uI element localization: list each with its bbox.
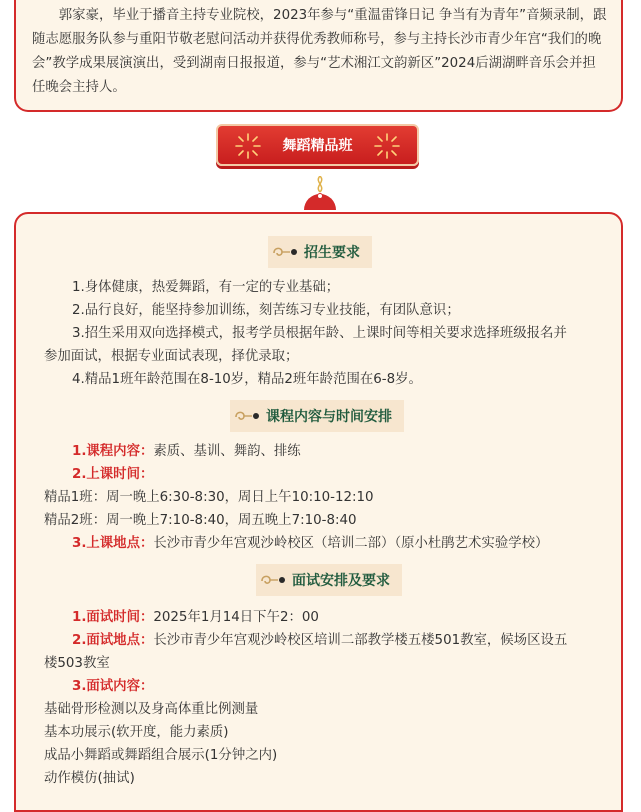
hanging-ornament-icon	[300, 176, 340, 216]
firework-icon	[373, 132, 401, 160]
interview-content-item: 基本功展示(软开度，能力素质)	[44, 725, 229, 740]
intro-card	[14, 0, 623, 112]
interview-place-value: 长沙市青少年宫观沙岭校区培训二部教学楼五楼501教室，候场区设五	[153, 633, 568, 648]
scroll-swirl-icon	[234, 408, 262, 424]
interview-place-line-2: 楼503教室	[44, 656, 110, 671]
section-title: 舞蹈精品班	[282, 138, 353, 154]
course-place-line	[72, 532, 641, 555]
interview-content-item: 成品小舞蹈或舞蹈组合展示(1分钟之内)	[44, 748, 278, 763]
interview-place-line	[72, 629, 641, 652]
course-content-value: 素质、基训、舞韵、排练	[153, 444, 301, 459]
interview-content-item: 动作模仿(抽试)	[44, 771, 135, 786]
interview-time-label: 1.面试时间：	[72, 610, 154, 625]
interview-title: 面试安排及要求	[292, 573, 390, 589]
enrollment-heading	[268, 236, 372, 268]
course-time-line	[72, 463, 641, 486]
interview-heading	[256, 564, 402, 596]
scroll-swirl-icon	[272, 244, 300, 260]
course-time-label: 2.上课时间：	[72, 467, 154, 482]
interview-content-item: 基础骨形检测以及身高体重比例测量	[44, 702, 259, 717]
course-title: 课程内容与时间安排	[266, 409, 392, 425]
enrollment-item: 4.精品1班年龄范围在8-10岁，精品2班年龄范围在6-8岁。	[72, 372, 422, 387]
course-heading	[230, 400, 404, 432]
interview-time-value: 2025年1月14日下午2：00	[153, 610, 319, 625]
interview-content-label: 3.面试内容：	[72, 679, 154, 694]
interview-content-line	[72, 675, 641, 698]
enrollment-item: 参加面试，根据专业面试表现，择优录取；	[44, 349, 299, 364]
enrollment-item: 3.招生采用双向选择模式，报考学员根据年龄、上课时间等相关要求选择班级报名并	[72, 326, 567, 341]
class2-schedule: 精品2班：周一晚上7:10-8:40，周五晚上7:10-8:40	[44, 513, 357, 528]
class1-schedule: 精品1班：周一晚上6:30-8:30，周日上午10:10-12:10	[44, 490, 374, 505]
section-title-banner	[216, 124, 419, 166]
interview-time-line	[72, 606, 641, 629]
intro-paragraph: 郭家豪，毕业于播音主持专业院校，2023年参与“重温雷锋日记 争当有为青年”音频录制，跟随志愿服务队参与重阳节敬老慰问活动并获得优秀教师称号，参与主持长沙市青少年宫“我们的晚会”教学成果展演演出，受到湖南日报报道，参与“艺术湘江文韵新区”2024后湖湖畔音乐会并担任晚会主持人。	[32, 8, 607, 95]
interview-place-label: 2.面试地点：	[72, 633, 154, 648]
firework-icon	[234, 132, 262, 160]
course-content-line	[72, 440, 641, 463]
course-place-label: 3.上课地点：	[72, 536, 154, 551]
course-content-label: 1.课程内容：	[72, 444, 154, 459]
course-place-value: 长沙市青少年宫观沙岭校区（培训二部）（原小杜鹃艺术实验学校）	[153, 536, 549, 551]
enrollment-item: 2.品行良好，能坚持参加训练，刻苦练习专业技能，有团队意识；	[72, 303, 460, 318]
enrollment-title: 招生要求	[304, 245, 360, 261]
scroll-swirl-icon	[260, 572, 288, 588]
dance-class-card	[14, 212, 623, 812]
enrollment-item: 1.身体健康，热爱舞蹈，有一定的专业基础；	[72, 280, 340, 295]
